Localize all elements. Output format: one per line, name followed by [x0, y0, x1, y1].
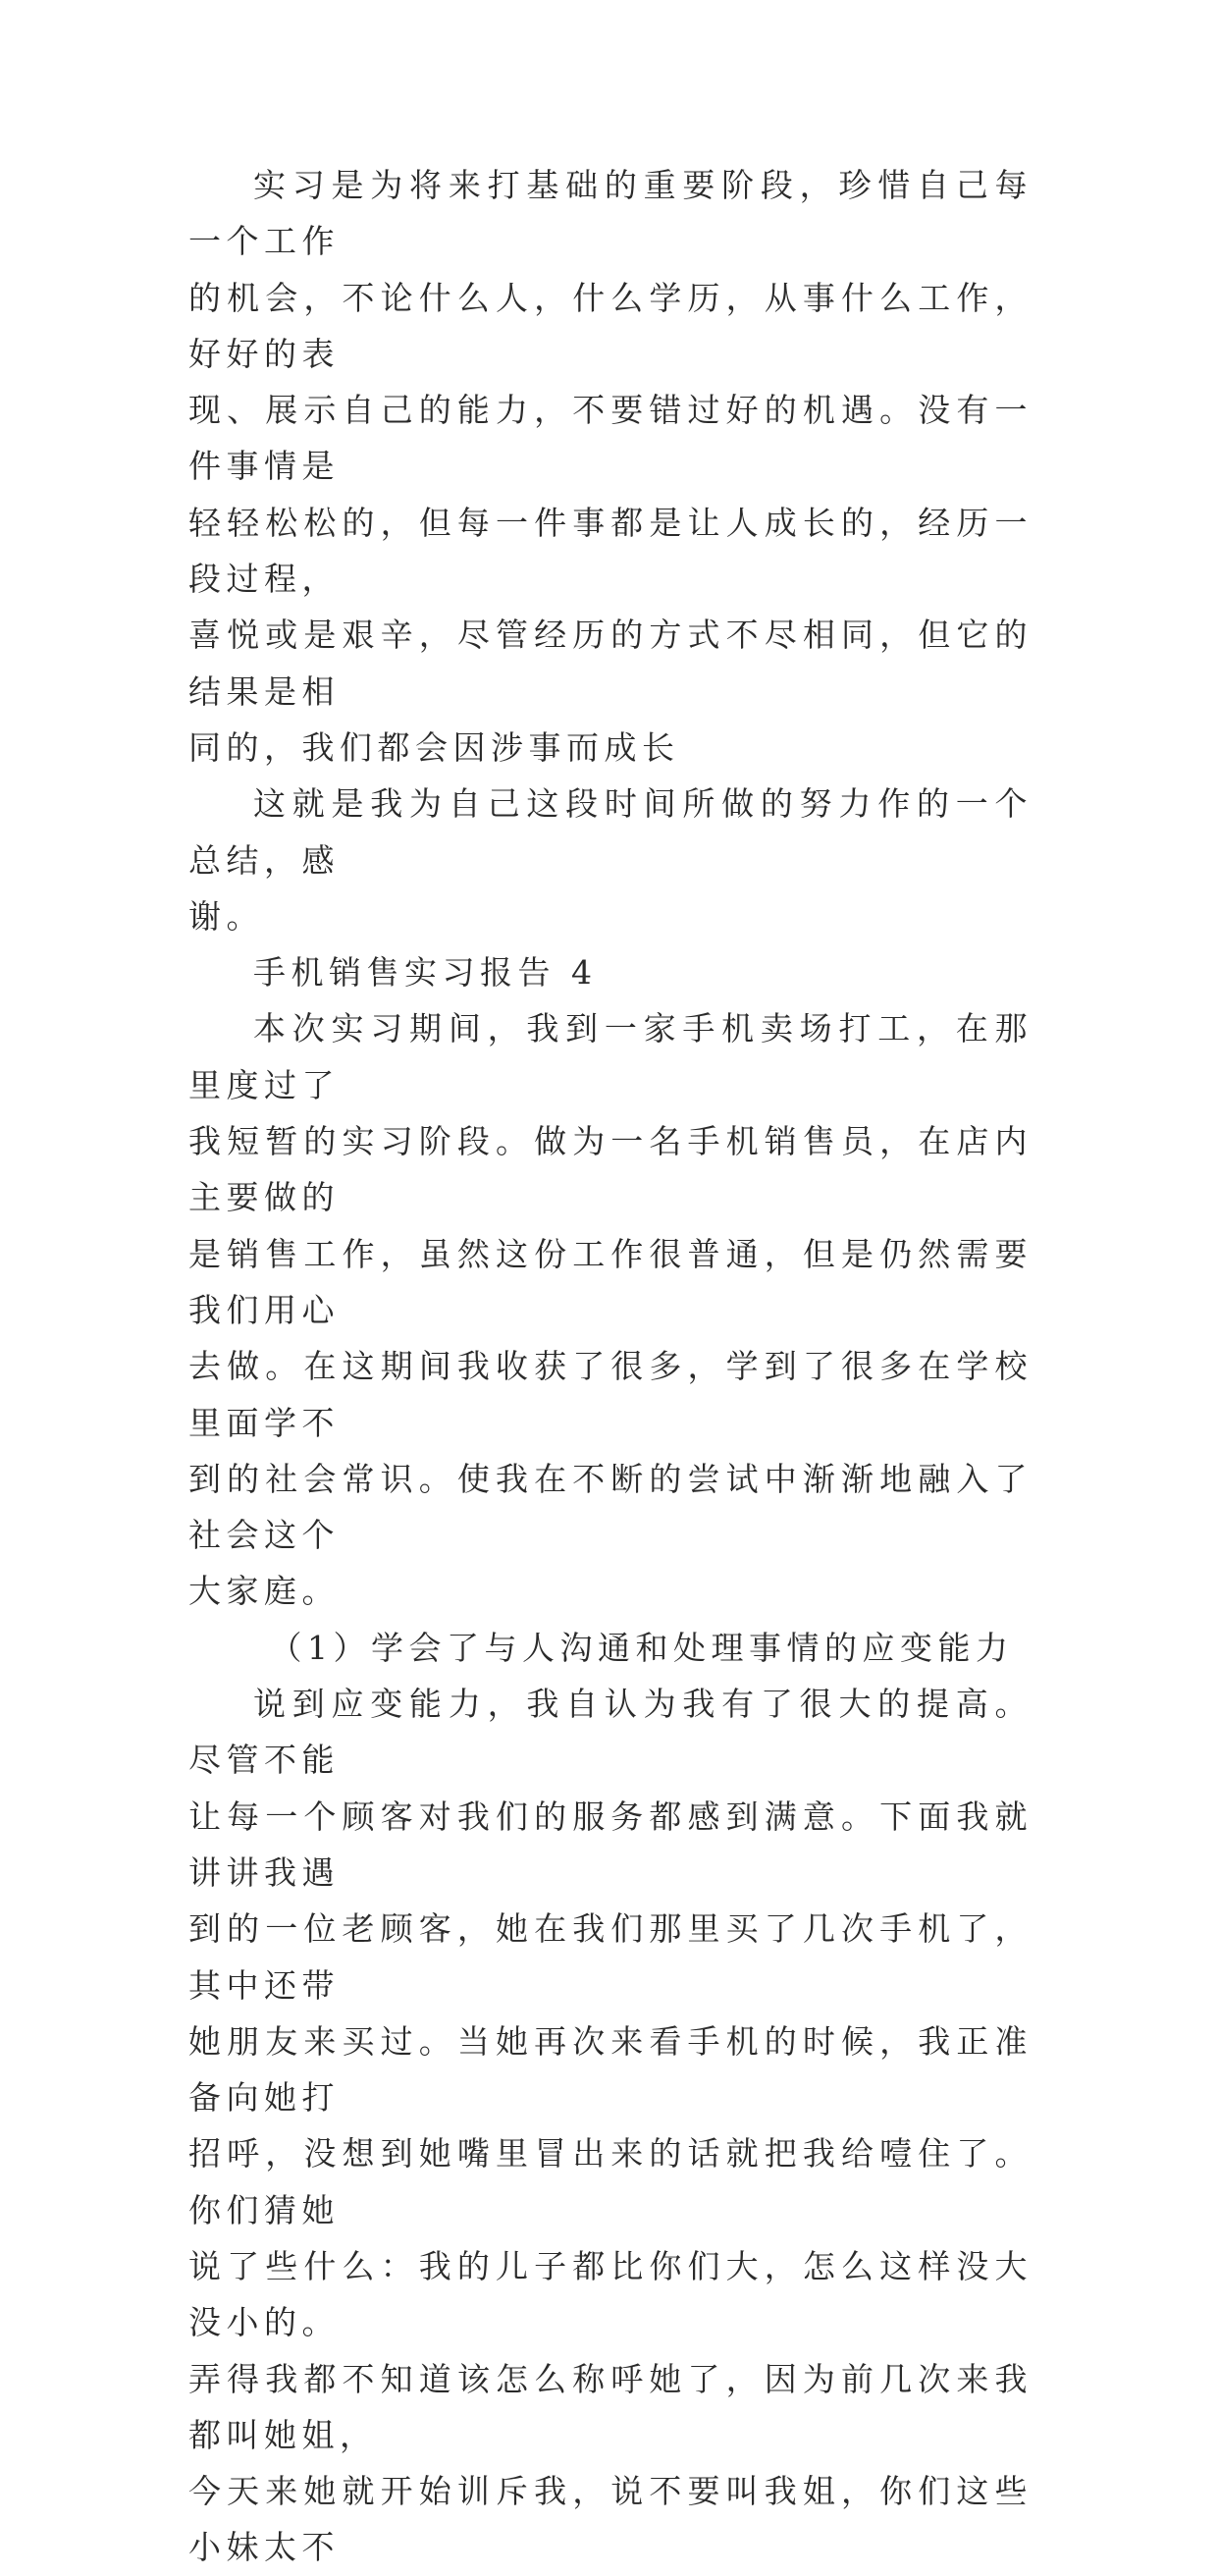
section-heading: 手机销售实习报告 4: [253, 953, 598, 993]
paragraph-thanks: 这就是我为自己这段时间所做的努力作的一个总结，感 谢。: [188, 784, 1033, 936]
document-body: [188, 157, 1033, 2576]
paragraph-internship-importance: 实习是为将来打基础的重要阶段，珍惜自己每一个工作 的机会，不论什么人，什么学历，从事什么工作，好好的表 现、展示自己的能力，不要错过好的机遇。没有一件事情是 轻轻松松的，但每一件事都是让人成长的，经历一段过程， 喜悦或是艰辛，尽管经历的方式不尽相同，但它的结果是相 同的，我们都会因涉事而成长: [188, 166, 1033, 767]
subsection-heading: （1）学会了与人沟通和处理事情的应变能力: [269, 1628, 1014, 1667]
paragraph-adaptability: 说到应变能力，我自认为我有了很大的提高。尽管不能 让每一个顾客对我们的服务都感到满意。下面我就讲讲我遇 到的一位老顾客，她在我们那里买了几次手机了，其中还带 她朋友来买过。当她再次来看手机的时候，我正准备向她打 招呼，没想到她嘴里冒出来的话就把我给噎住了。你们猜她 说了些什么：我的儿子都比你们大，怎么这样没大没小的。 弄得我都不知道该怎么称呼她了，因为前几次来我都叫她姐， 今天来她就开始训斥我，说不要叫我姐，你们这些小妹太不: [188, 1685, 1033, 2567]
paragraph-internship-intro: 本次实习期间，我到一家手机卖场打工，在那里度过了 我短暂的实习阶段。做为一名手机销售员，在店内主要做的 是销售工作，虽然这份工作很普通，但是仍然需要我们用心 去做。在这期间我收获了很多，学到了很多在学校里面学不 到的社会常识。使我在不断的尝试中渐渐地融入了社会这个 大家庭。: [188, 1009, 1033, 1611]
